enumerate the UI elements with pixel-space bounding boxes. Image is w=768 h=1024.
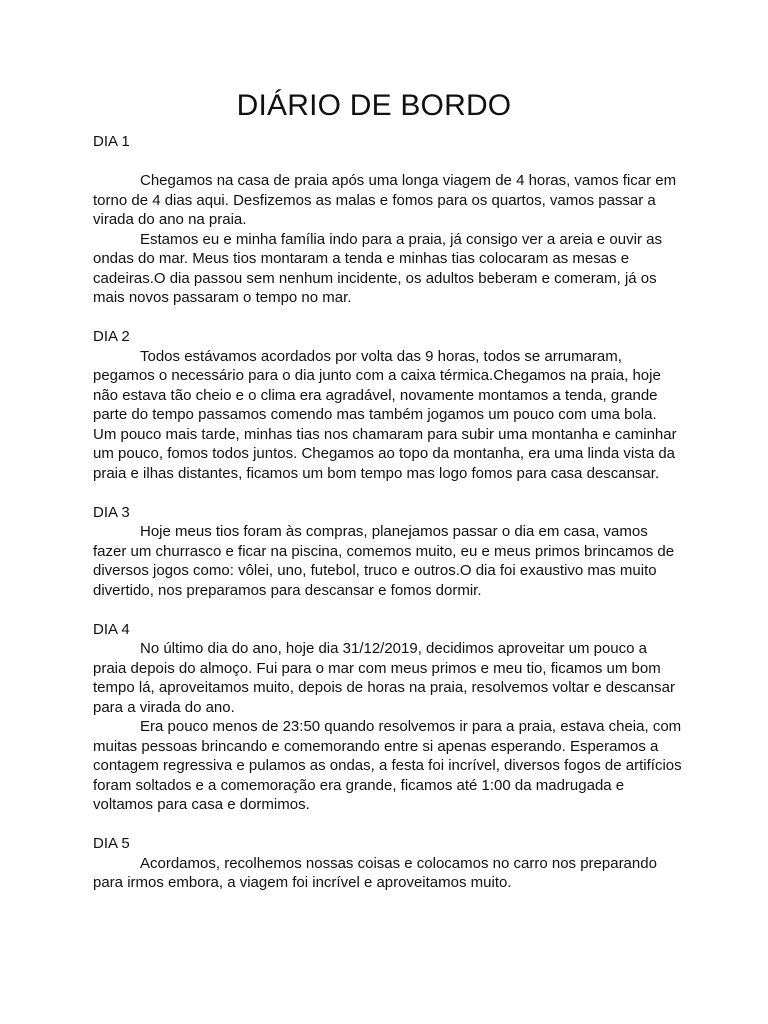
day-3-paragraph-1: Hoje meus tios foram às compras, planejamos passar o dia em casa, vamos fazer um churrasco e ficar na piscina, comemos muito, eu e meus primos brincamos de diversos jogos como: vôlei, uno, futebol, truco e outros.O dia foi exaustivo mas muito divertido, nos preparamos para descansar e fomos dormir. (93, 523, 675, 599)
day-4-paragraph-2: Era pouco menos de 23:50 quando resolvemos ir para a praia, estava cheia, com muitas pessoas brincando e comemorando entre si apenas esperando. Esperamos a contagem regressiva e pulamos as ondas, a festa foi incrível, diversos fogos de artifícios foram soltados e a comemoração era grande, ficamos até 1:00 da madrugada e voltamos para casa e dormimos. (93, 718, 682, 813)
document-title: DIÁRIO DE BORDO (236, 89, 512, 122)
day-4-heading: DIA 4 (93, 620, 130, 638)
day-4-section (93, 620, 683, 815)
document-body (93, 132, 683, 912)
day-1-heading: DIA 1 (93, 133, 130, 150)
day-2-heading: DIA 2 (93, 328, 130, 345)
day-2-paragraph-1: Todos estávamos acordados por volta das 9 horas, todos se arrumaram, pegamos o necessário para o dia junto com a caixa térmica.Chegamos na praia, hoje não estava tão cheio e o clima era agradável, novamente montamos a tenda, grande parte do tempo passamos comendo mas também jogamos um pouco com uma bola. Um pouco mais tarde, minhas tias nos chamaram para subir uma montanha e caminhar um pouco, fomos todos juntos. Chegamos ao topo da montanha, era uma linda vista da praia e ilhas distantes, ficamos um bom tempo mas logo fomos para casa descansar. (93, 347, 677, 482)
day-1-section (93, 132, 683, 308)
day-3-section (93, 503, 683, 601)
day-3-heading: DIA 3 (93, 503, 130, 521)
day-5-section (93, 834, 683, 893)
day-4-paragraph-1: No último dia do ano, hoje dia 31/12/2019, decidimos aproveitar um pouco a praia depois do almoço. Fui para o mar com meus primos e meu tio, ficamos um bom tempo lá, aproveitamos muito, depois de horas na praia, resolvemos voltar e descansar para a virada do ano. (93, 640, 675, 716)
day-1-paragraph-2: Estamos eu e minha família indo para a praia, já consigo ver a areia e ouvir as ondas do mar. Meus tios montaram a tenda e minhas tias colocaram as mesas e cadeiras.O dia passou sem nenhum incidente, os adultos beberam e comeram, já os mais novos passaram o tempo no mar. (93, 230, 662, 306)
day-2-section (93, 327, 683, 483)
day-5-heading: DIA 5 (93, 835, 130, 852)
day-5-paragraph-1: Acordamos, recolhemos nossas coisas e colocamos no carro nos preparando para irmos embora, a viagem foi incrível e aproveitamos muito. (93, 854, 657, 891)
day-1-paragraph-1: Chegamos na casa de praia após uma longa viagem de 4 horas, vamos ficar em torno de 4 dias aqui. Desfizemos as malas e fomos para os quartos, vamos passar a virada do ano na praia. (93, 172, 677, 228)
